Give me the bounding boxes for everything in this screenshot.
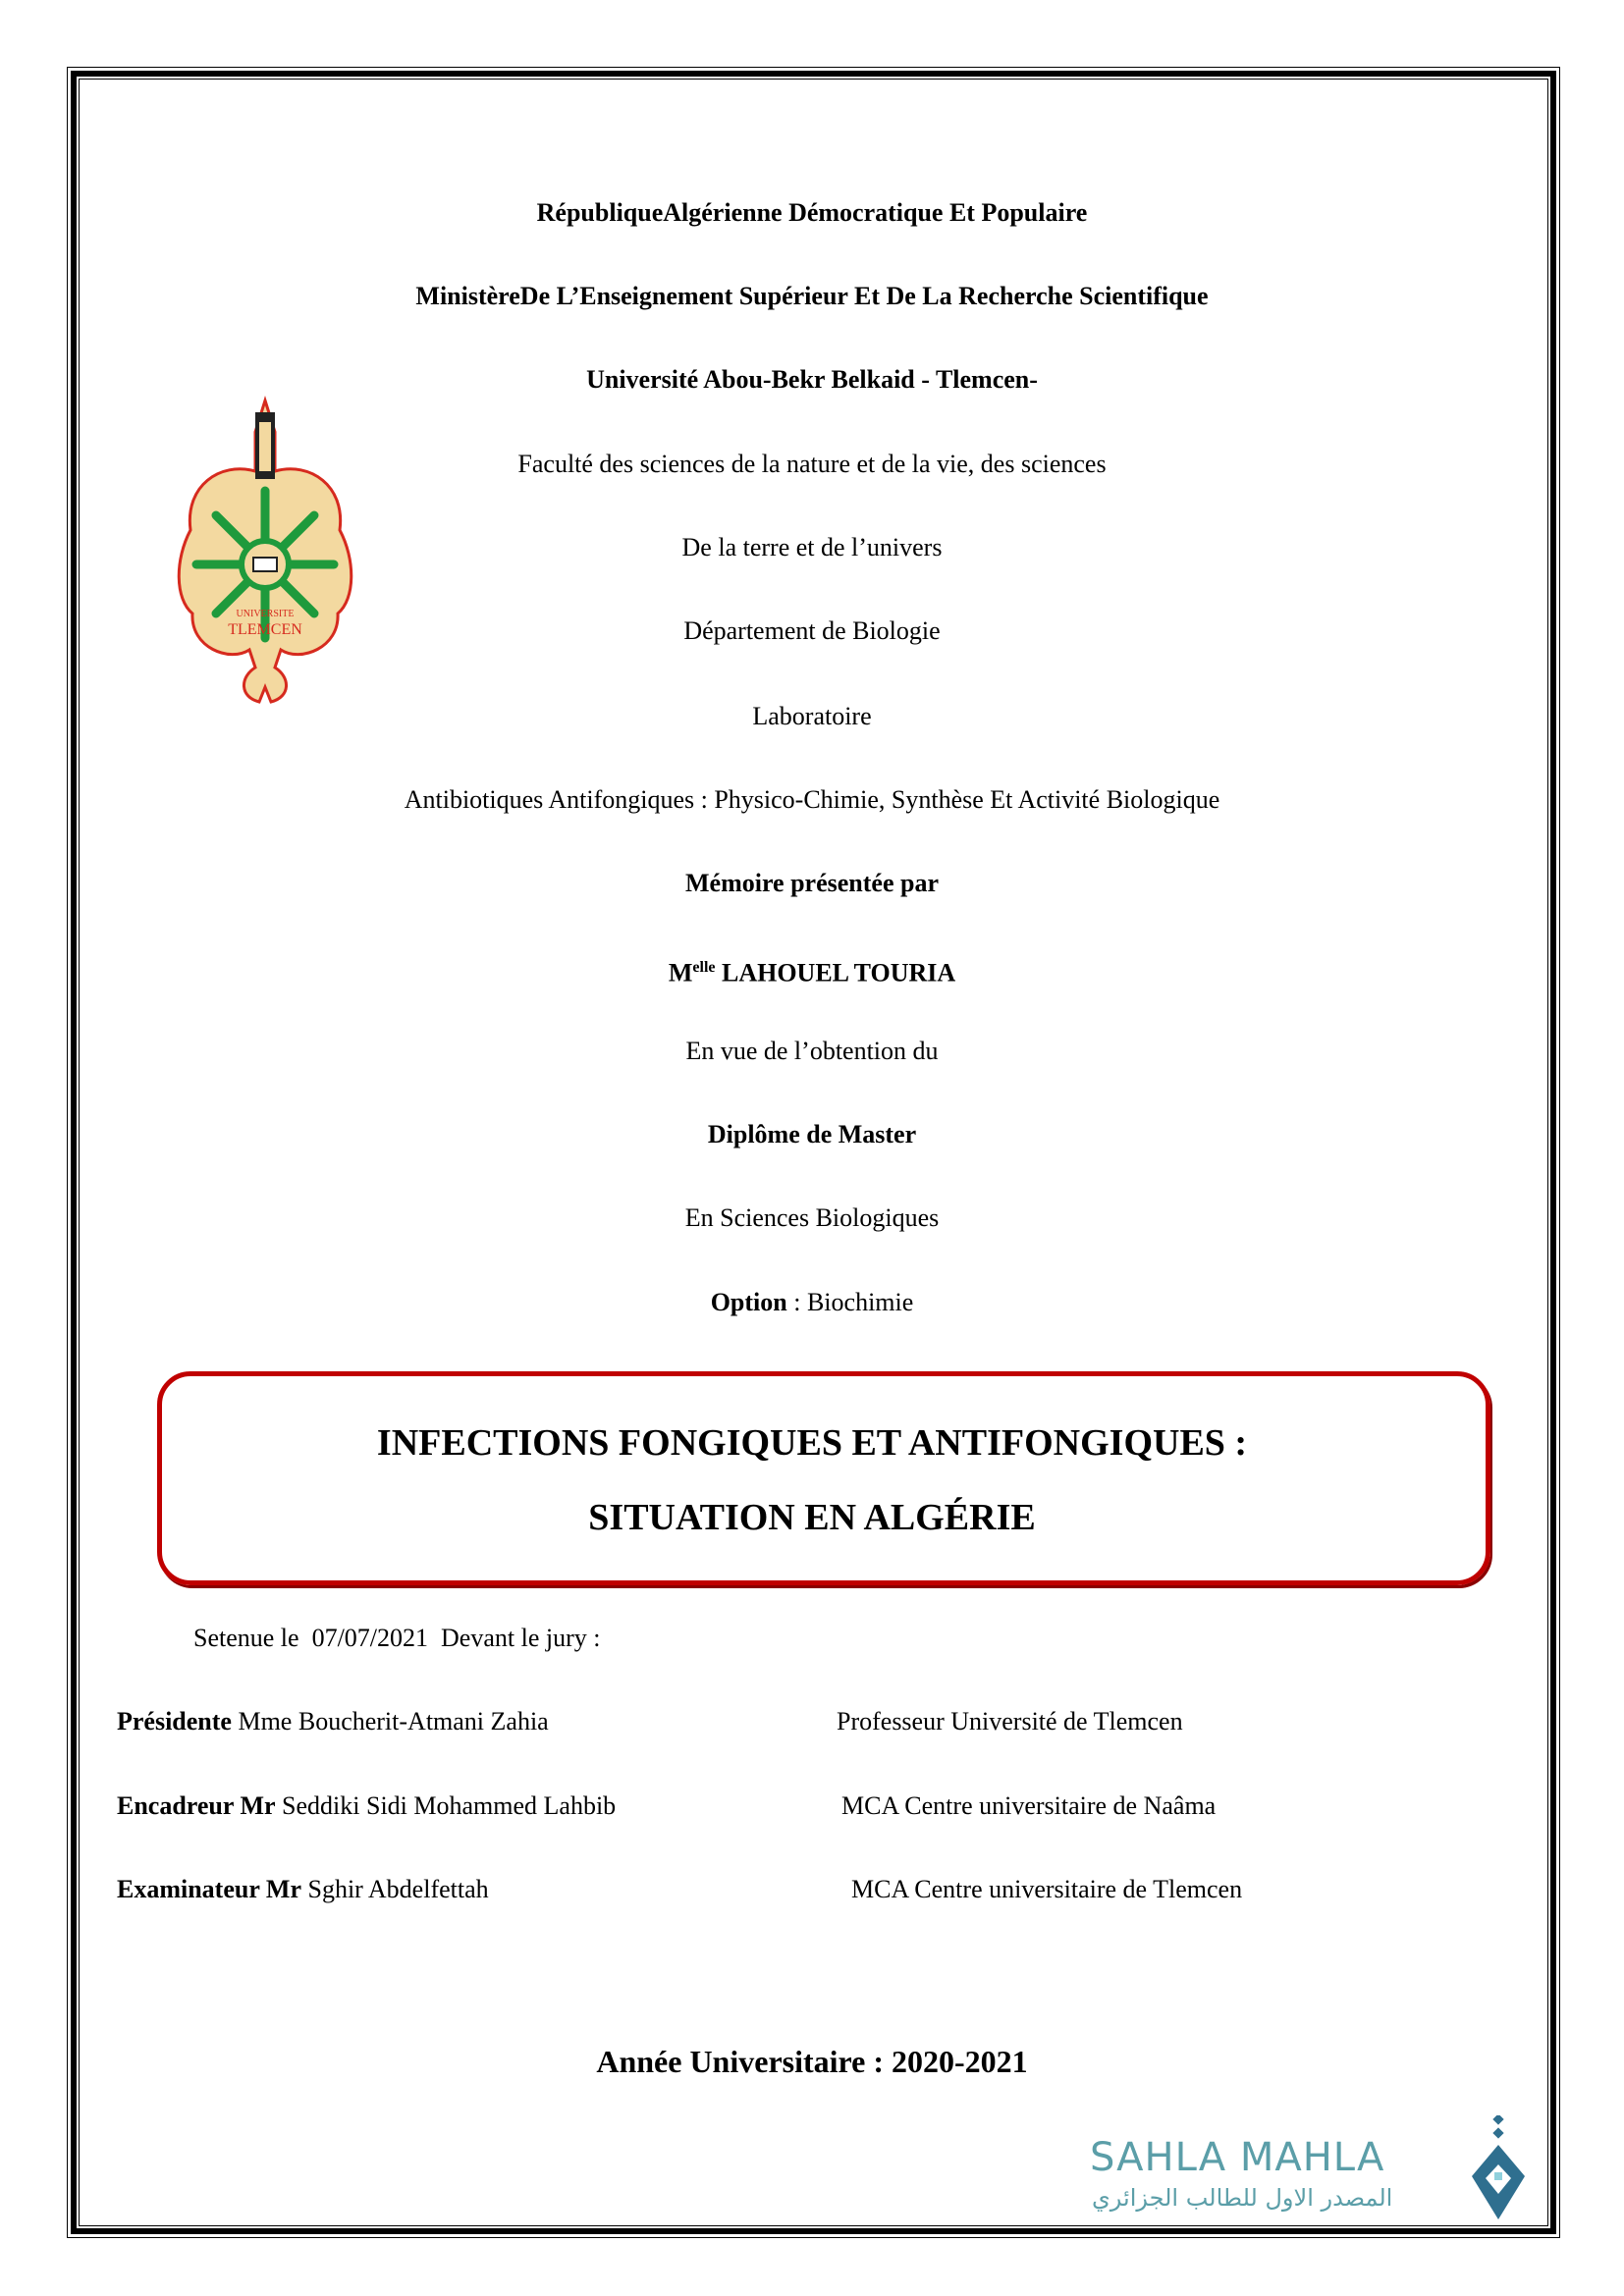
jury-role: Examinateur Mr: [117, 1875, 301, 1903]
faculty-line-1: Faculté des sciences de la nature et de la vie, des sciences: [517, 450, 1107, 478]
jury-member-president: [117, 1707, 549, 1736]
jury-affiliation: MCA Centre universitaire de Naâma: [841, 1791, 1217, 1820]
laboratory-name: Antibiotiques Antifongiques : Physico-Chimie, Synthèse Et Activité Biologique: [404, 785, 1220, 814]
jury-affiliation: Professeur Université de Tlemcen: [837, 1707, 1183, 1735]
field: En Sciences Biologiques: [684, 1203, 940, 1232]
jury-member-supervisor: [117, 1791, 616, 1821]
department: Département de Biologie: [683, 616, 941, 645]
jury-name: Mme Boucherit-Atmani Zahia: [231, 1707, 549, 1735]
republic-heading: RépubliqueAlgérienne Démocratique Et Populaire: [536, 198, 1088, 227]
option-label: Option: [710, 1288, 787, 1316]
thesis-title-box: [157, 1371, 1490, 1585]
author-title-sup: elle: [692, 959, 716, 976]
ministry-heading: MinistèreDe L’Enseignement Supérieur Et De La Recherche Scientifique: [415, 282, 1209, 310]
laboratory-label: Laboratoire: [752, 702, 872, 730]
presented-by: Mémoire présentée par: [685, 869, 939, 897]
svg-text:TLEMCEN: TLEMCEN: [228, 621, 302, 638]
watermark-brand: SAHLA MAHLA: [1090, 2135, 1385, 2180]
jury-role: Présidente: [117, 1707, 232, 1735]
faculty-line-2: De la terre et de l’univers: [681, 533, 943, 561]
defense-intro: Setenue le 07/07/2021 Devant le jury :: [193, 1624, 601, 1652]
sahla-mahla-logo-icon: [1468, 2115, 1529, 2223]
author-name: [0, 953, 1624, 988]
watermark-tagline: المصدر الاول للطالب الجزائري: [1092, 2184, 1393, 2212]
university-heading: Université Abou-Bekr Belkaid - Tlemcen-: [586, 365, 1038, 394]
degree-intro: En vue de l’obtention du: [685, 1037, 939, 1065]
svg-text:UNIVERSITE: UNIVERSITE: [236, 609, 295, 619]
option: [0, 1288, 1624, 1317]
academic-year: Année Universitaire : 2020-2021: [596, 2044, 1028, 2079]
jury-name: Sghir Abdelfettah: [301, 1875, 489, 1903]
diploma: Diplôme de Master: [707, 1120, 917, 1148]
jury-role: Encadreur Mr: [117, 1791, 276, 1820]
jury-affiliation: MCA Centre universitaire de Tlemcen: [851, 1875, 1243, 1903]
author-title: M: [668, 958, 693, 988]
thesis-title-line-2: SITUATION EN ALGÉRIE: [588, 1497, 1036, 1538]
jury-member-examiner: [117, 1875, 489, 1904]
author-fullname: LAHOUEL TOURIA: [721, 958, 956, 988]
option-value: : Biochimie: [786, 1288, 914, 1316]
sahla-mahla-watermark: [1090, 2135, 1542, 2223]
jury-name: Seddiki Sidi Mohammed Lahbib: [275, 1791, 617, 1820]
thesis-title-line-1: INFECTIONS FONGIQUES ET ANTIFONGIQUES :: [376, 1422, 1248, 1464]
